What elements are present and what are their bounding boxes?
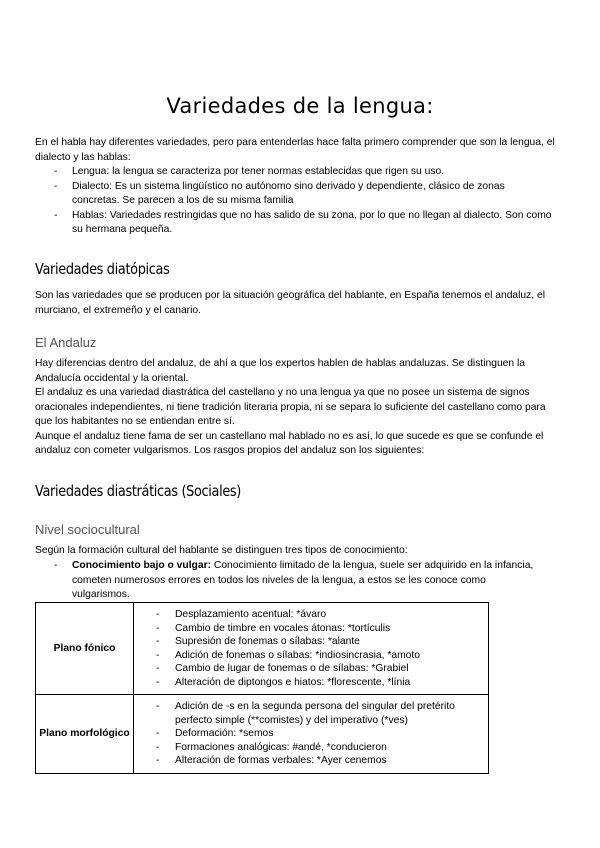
heading-diastraticas: Variedades diastráticas (Sociales): [35, 482, 241, 500]
table-row: [36, 695, 489, 774]
list-item: - Hablas: Variedades restringidas que no has salido de su zona, por lo que no llegan al dialecto. Son como su hermana pequeña.: [54, 209, 552, 235]
list-item: - Formaciones analógicas: #andé, *conducieron: [156, 741, 387, 753]
intro-list: [54, 165, 554, 238]
table-row-content: [134, 603, 489, 695]
intro-paragraph: En el habla hay diferentes variedades, pero para entenderlas hace falta primero comprender que son la lengua, el dialecto y las hablas:: [35, 137, 555, 163]
list-item: - Alteración de diptongos e hiatos: *florescente, *línia: [156, 676, 411, 688]
table-row-label: Plano morfológico: [36, 695, 134, 774]
sociocultural-list: [54, 559, 534, 603]
list-item: - Supresión de fonemas o sílabas: *alante: [156, 636, 360, 647]
list-item: - Desplazamiento acentual: *ávaro: [156, 609, 327, 620]
andaluz-text: [35, 357, 555, 459]
list-item: - Adición de fonemas o sílabas: *indiosincrasia, *amoto: [156, 649, 420, 661]
list-item: - Alteración de formas verbales: *Ayer cenemos: [156, 755, 387, 766]
heading-diatopicas: Variedades diatópicas: [35, 260, 170, 278]
table-row-label: Plano fónico: [36, 603, 134, 695]
list-item: - Adición de -s en la segunda persona del singular del pretérito perfecto simple (**comistes) y del imperativo (*ves): [156, 701, 455, 726]
sociocultural-paragraph: Según la formación cultural del hablante se distinguen tres tipos de conocimiento:: [35, 545, 408, 556]
andaluz-paragraph: Hay diferencias dentro del andaluz, de ahí a que los expertos hablen de hablas andaluzas. Se distinguen la Andalucía occidental y la oriental.: [35, 358, 526, 384]
bullet-bold-term: Conocimiento bajo o vulgar:: [72, 560, 212, 571]
list-item: - Lengua: la lengua se caracteriza por tener normas establecidas que rigen su uso.: [54, 166, 445, 177]
andaluz-paragraph: Aunque el andaluz tiene fama de ser un castellano mal hablado no es así, lo que sucede es que se confunde el andaluz con cometer vulgarismos. Los rasgos propios del andaluz son los siguientes:: [35, 430, 544, 456]
table-row-content: [134, 695, 489, 774]
heading-andaluz: El Andaluz: [35, 335, 97, 350]
andaluz-paragraph: El andaluz es una variedad diastrática del castellano y no una lengua ya que no posee un sistema de signos oracionales independientes, ni tiene tradición literaria propia, ni se separa lo suficiente del castellano como para que los habitantes no se entiendan entre sí.: [35, 387, 546, 427]
list-item: - Cambio de lugar de fonemas o de sílabas: *Grabiel: [156, 663, 409, 674]
list-item: - Conocimiento bajo o vulgar: Conocimiento limitado de la lengua, suele ser adquirido en la infancia, cometen numerosos errores en todos los niveles de la lengua, a estos se les conoce como vulgarismos.: [54, 560, 534, 600]
list-item: - Cambio de timbre en vocales átonas: *tortículis: [156, 622, 391, 634]
vulgarismos-table: [35, 602, 489, 774]
heading-sociocultural: Nivel sociocultural: [35, 522, 140, 537]
page-title: Variedades de la lengua:: [166, 94, 434, 118]
list-item: - Deformación: *semos: [156, 728, 274, 739]
table-row: [36, 603, 489, 695]
list-item: - Dialecto: Es un sistema lingüístico no autónomo sino derivado y dependiente, clásico de zonas concretas. Se parecen a los de su misma familia: [54, 180, 505, 206]
diatopicas-paragraph: Son las variedades que se producen por la situación geográfica del hablante, en España tenemos el andaluz, el murciano, el extremeño y el canario.: [35, 290, 546, 316]
